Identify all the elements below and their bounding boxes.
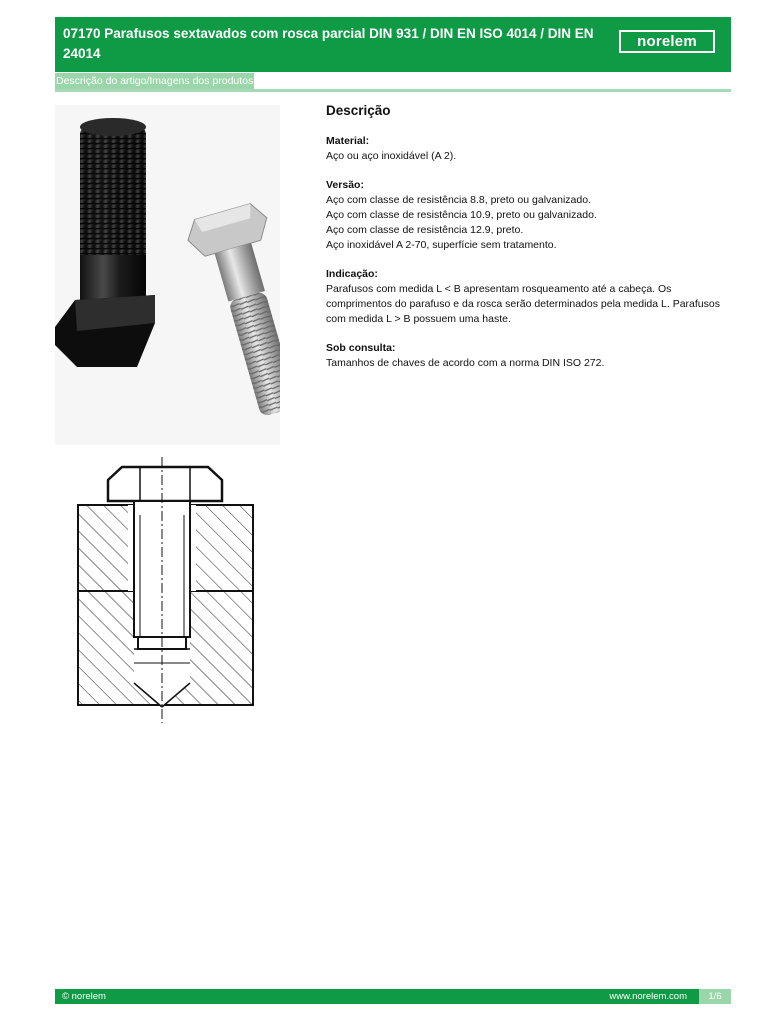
description-panel <box>326 103 731 385</box>
norelem-logo <box>619 30 715 53</box>
section-label: Indicação: <box>326 268 378 280</box>
material-section <box>326 134 731 164</box>
section-line: Tamanhos de chaves de acordo com a norma DIN ISO 272. <box>326 357 605 369</box>
technical-drawing <box>70 455 265 725</box>
description-heading: Descrição <box>326 103 391 118</box>
copyright-text: © norelem <box>62 991 106 1002</box>
section-line: Aço com classe de resistência 10.9, preto ou galvanizado. <box>326 209 597 221</box>
section-line: com medida L > B possuem uma haste. <box>326 313 511 325</box>
subheader-label: Descrição do artigo/Imagens dos produtos <box>56 75 254 87</box>
section-line: comprimentos do parafuso e da rosca serão determinados pela medida L. Parafusos <box>326 298 720 310</box>
page-number: 1/6 <box>699 989 731 1004</box>
version-section <box>326 178 731 253</box>
on-request-section <box>326 341 731 371</box>
section-label: Versão: <box>326 179 364 191</box>
indication-section <box>326 267 731 327</box>
section-line: Aço com classe de resistência 8.8, preto ou galvanizado. <box>326 194 591 206</box>
section-line: Aço inoxidável A 2-70, superfície sem tratamento. <box>326 239 557 251</box>
subheader-rule <box>55 89 731 92</box>
section-line: Parafusos com medida L < B apresentam rosqueamento até a cabeça. Os <box>326 283 672 295</box>
document-title: 07170 Parafusos sextavados com rosca parcial DIN 931 / DIN EN ISO 4014 / DIN EN 24014 <box>63 26 594 61</box>
section-label: Material: <box>326 135 370 147</box>
product-photo <box>55 105 280 445</box>
page-footer <box>55 989 731 1004</box>
page-header <box>55 17 731 72</box>
section-line: Aço ou aço inoxidável (A 2). <box>326 150 457 162</box>
logo-text: norelem <box>637 33 697 50</box>
section-line: Aço com classe de resistência 12.9, preto. <box>326 224 524 236</box>
section-label: Sob consulta: <box>326 342 396 354</box>
website-link[interactable]: www.norelem.com <box>609 991 687 1002</box>
